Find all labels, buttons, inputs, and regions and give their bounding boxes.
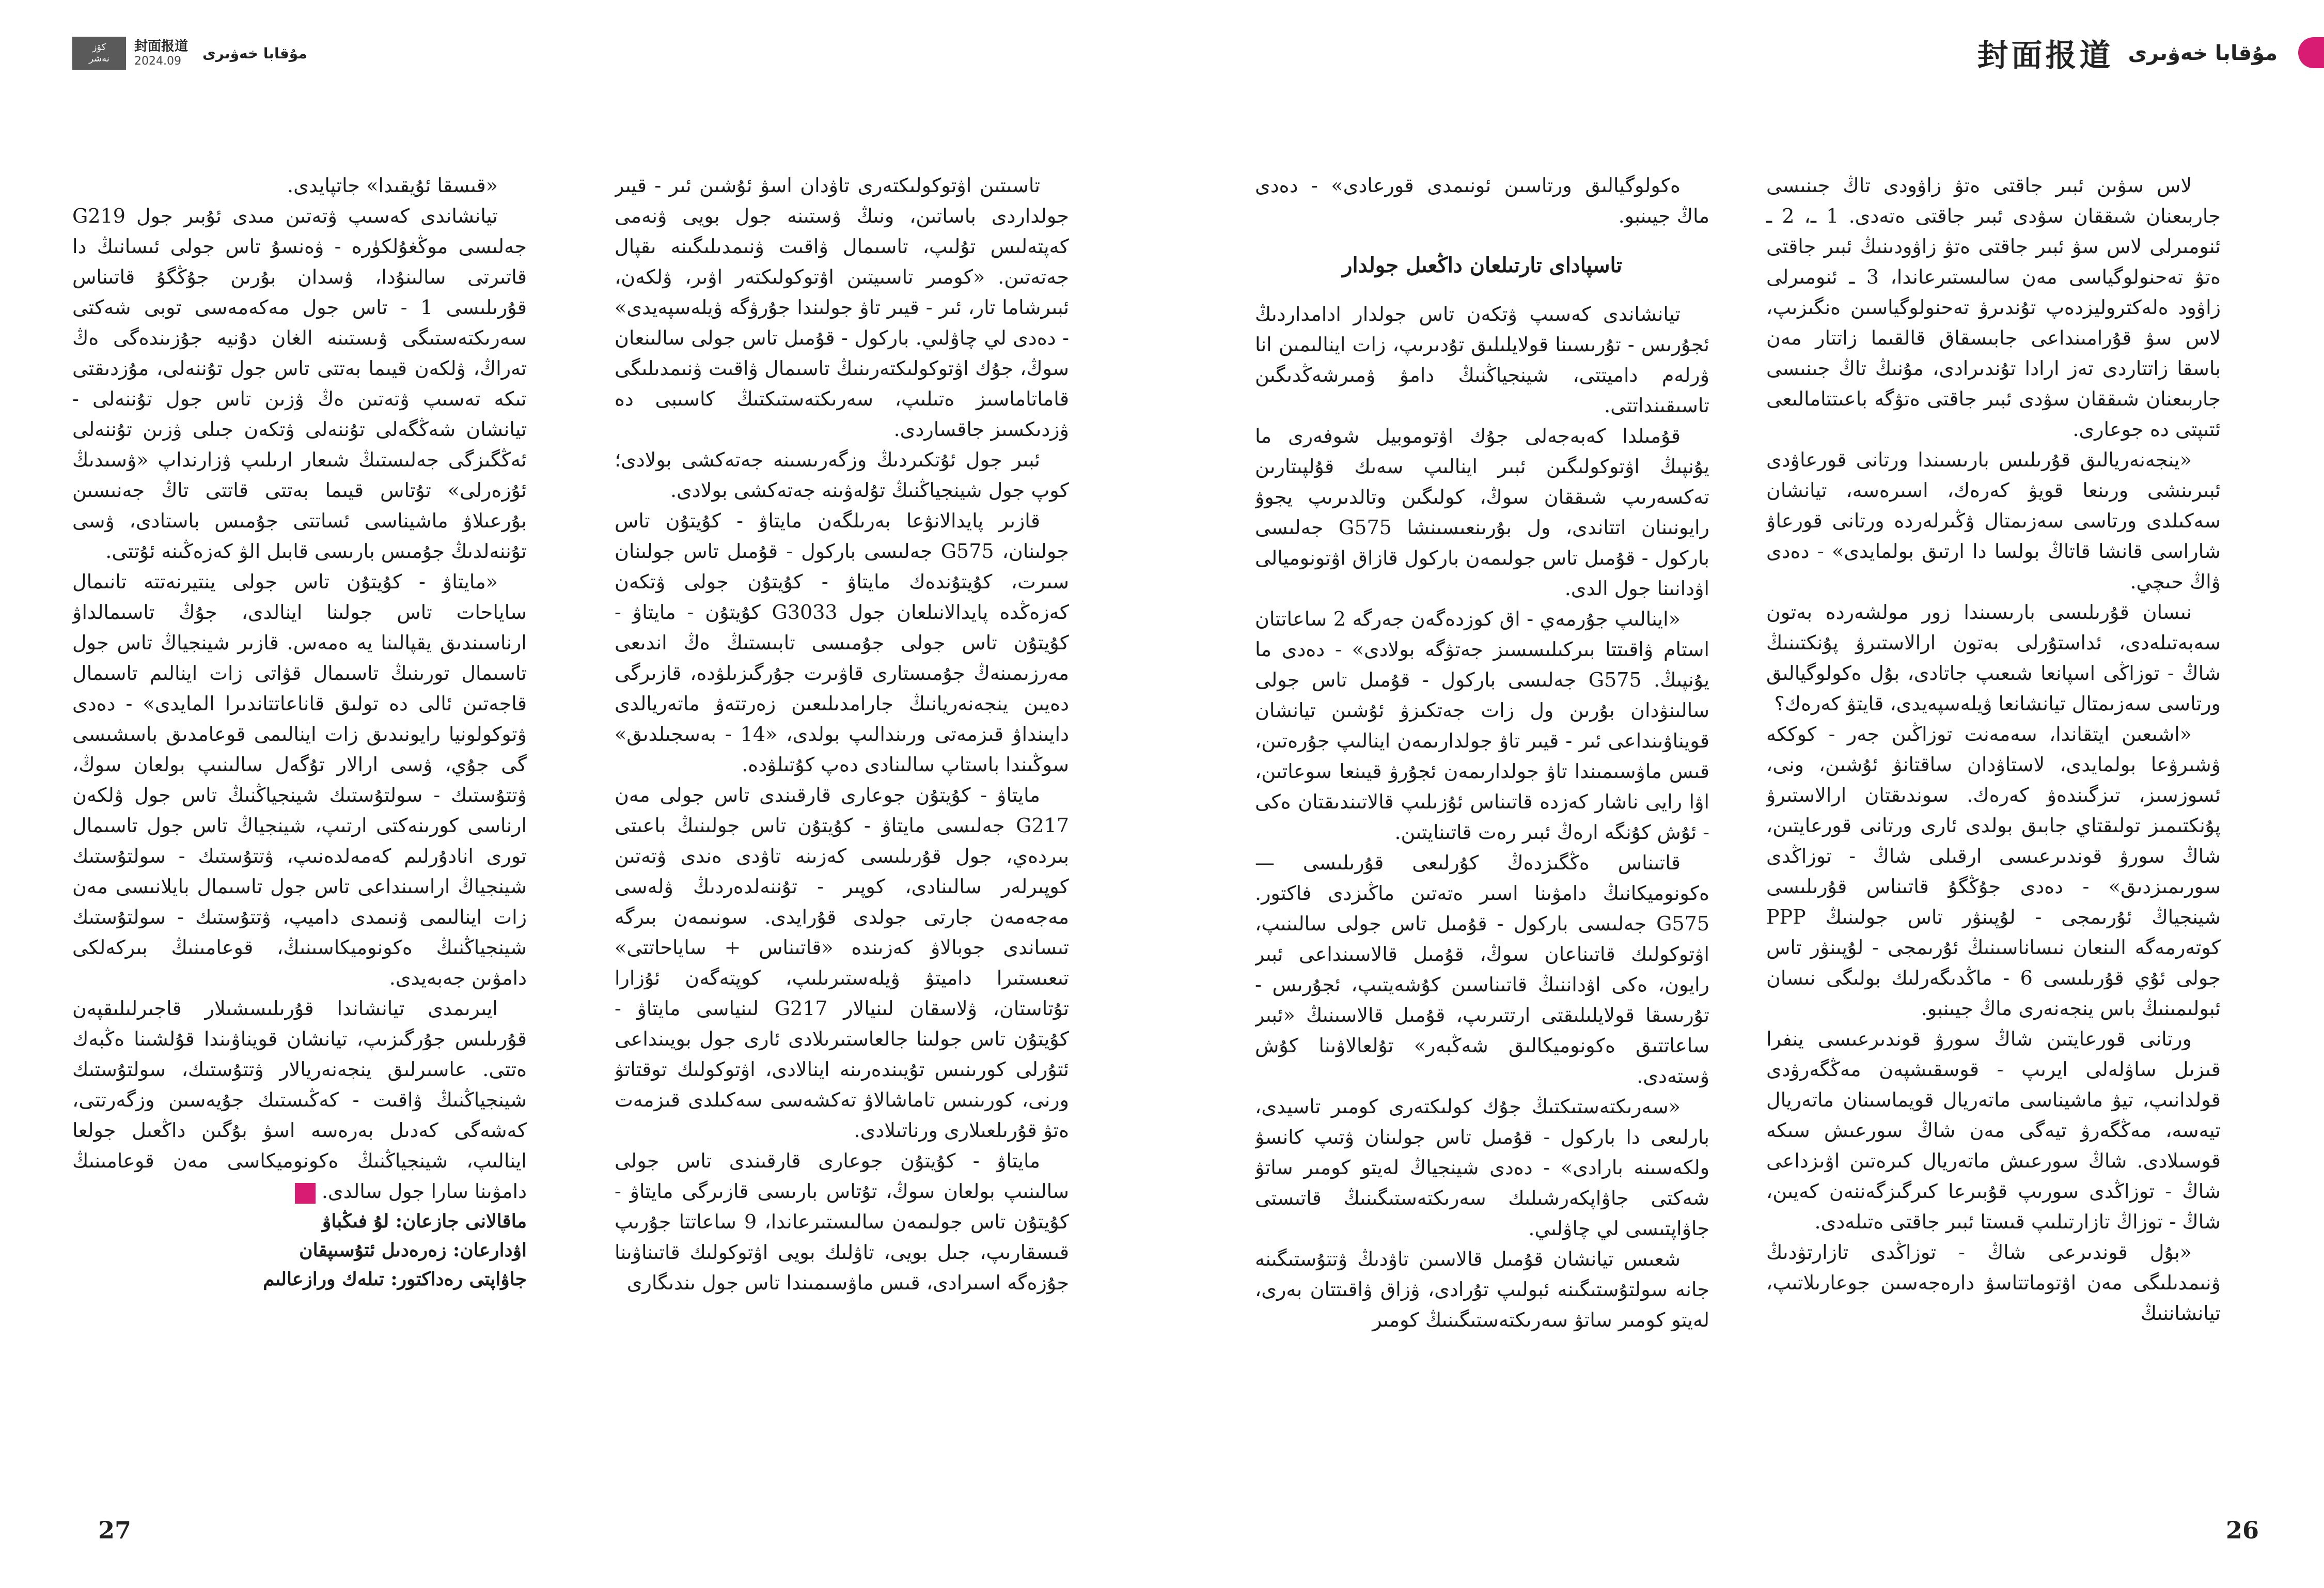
article-column-3 [1255, 170, 1709, 1514]
paragraph: قۇمىلدا كەبەجەلى جۇك اۋتوموبيل شوفەرى ما يۇنپىڭ اۋتوكولىگىن ئبىر اينالىپ سەىك قۇلپىتارىن تەكسەرىپ شىققان سوڭ، كولىگىن وتالدىرىپ يجوۋ رايونىنان اتتاندى، ول بۇرىنعىسىنشا G575 جەلىسى باركول - قۇمىل تاس جولىمەن باركول قازاق اۋتونوميالى اۋدانىنا جول الدى. [1255, 425, 1709, 600]
paragraph: «اينالىپ جۇرمەي - اق كوزدەگەن جەرگە 2 ساعاتتان استام ۋاقىتتا بىركىلىسسىز جەتۋگە بولادى» - دەدى ما يۇنپىڭ. G575 جەلىسى باركول - قۇمىل تاس جولى سالىنۋدان بۇرىن ول زات جەتكىزۋ ئۇشىن تيانشان قويناۋىنداعى ئىر - قيىر تاۋ جولدارىمەن اينالىپ جۇرەتىن، قىس ماۋسىمىندا تاۋ جولدارىمەن ئجۇرۋ قيىنعا سوعاتىن، اۋا رايى ناشار كەزدە قاتىناس ئۇزىلىپ قالاتىندىقتان ەكى - ئۇش كۇنگە ارەڭ ئبىر رەت قاتىنايتىن. [1255, 608, 1709, 844]
paragraph: نىسان قۇرىلىسى بارىسىندا زور مولشەردە بەتون سەبەتىلەدى، ئداستۇرلى بەتون ارالاستىرۋ پۇنكتىنىڭ شاڭ - توزاڭى اسپانعا شىعىپ جاتادى، بۇل ەكولوگيالىق ورتاسى سەزىمتال تيانشانعا ۋيلەسپەيدى، قايتۋ كەرەك؟ [1766, 601, 2221, 715]
paragraph [72, 993, 527, 1207]
left-page-header [72, 35, 307, 71]
paragraph: قازىر پايدالانۋعا بەرىلگەن مايتاۋ - كۇيتۇن تاس جولىنان، G575 جەلىسى باركول - قۇمىل تاس جولىنان سىرت، كۇيتۇندەك مايتاۋ - كۇيتۇن جولى ۋتكەن كەزەڭدە پايدالانىلعان جول G3033 كۇيتۇن - مايتاۋ - كۇيتۇن تاس جولى جۇمىسى تابىستىڭ ەڭ اندىعى مەرزىمىنەڭ جۇمىستارى قاۋىرت جۇرگىزىلۋدە، قازىرگى دەيىن ينجەنەريانىڭ جارامدىلىعىن زەرتتەۋ ماتەريالدى دايىنداۋ قىزمەتى ورىندالىپ بولدى، «14 - بەسجىلدىق» سوڭىندا باستاپ سالىنادى دەپ كۇتىلۋدە. [615, 509, 1069, 776]
paragraph: شعىس تيانشان قۇمىل قالاسىن تاۋدىڭ ۋتتۇستىگىنە جانە سولتۇستىگىنە ئبولىپ تۇرادى، ۋزاق ۋاقىتتان بەرى، لەيتو كومىر ساتۋ سەرىكتەستىگىنىڭ كومىر [1255, 1248, 1709, 1331]
logo-line-1: كۆز [92, 42, 106, 53]
paragraph: تيانشاندى كەسىپ ۋتكەن تاس جولدار ادامداردىڭ ئجۇرىس - تۇرىسىنا قولايلىلىق تۇدىرىپ، زات اينالىمىن انا ۋرلەم داميتتى، شينجياڭنىڭ دامۋ ۋمىرشەڭدىگىن تاسىقىنداتتى. [1255, 303, 1709, 417]
right-page-header [1977, 30, 2278, 76]
magazine-logo [72, 37, 126, 70]
header-section-ug: مۇقابا خەۋىرى [2128, 41, 2278, 65]
header-title-cn: 封面报道 [134, 39, 189, 54]
article-column-4 [1766, 170, 2221, 1514]
page-number-right: 26 [2226, 1516, 2259, 1544]
paragraph: قاتىناس ەڭگىزدەڭ كۇرلىعى قۇرىلىسى — ەكونوميكانىڭ دامۋىنا اسىر ەتەتىن ماڭىزدى فاكتور. G575 جەلىسى باركول - قۇمىل تاس جولى سالىنىپ، اۋتوكولىك قاتىناعان سوڭ، قۇمىل قالاسىنداعى ئبىر رايون، ەكى اۋداننىڭ قاتىناسىن كۇشەيتىپ، ئجۇرىس - تۇرىسقا قولايلىلىقتى ارتتىرىپ، قۇمىل قالاسىنىڭ «ئبىر ساعاتتىق ەكونوميكالىق شەڭبەر» تۇلعالاۋىنا كۇش ۋستەدى. [1255, 851, 1709, 1087]
section-subtitle: تاسپادای تارتىلعان داڭعىل جولدار [1342, 253, 1622, 277]
header-section-ug: مۇقابا خەۋىرى [202, 44, 307, 62]
paragraph: «سەرىكتەستىكتىڭ جۇك كولىكتەرى كومىر تاسيدى، بارلىعى دا باركول - قۇمىل تاس جولىنان ۋتىپ كانسۋ ولكەسىنە بارادى» - دەدى شينجياڭ لەيتو كومىر ساتۋ شەكتى جاۋاپكەرشىلىك سەرىكتەستىگىنىڭ قاتىستى جاۋاپتىسى لي چاۋلىي. [1255, 1095, 1709, 1240]
paragraph: «بۇل قوندىرعى شاڭ - توزاڭدى تازارتۋدىڭ ۋنىمدىلىگى مەن اۋتوماتتاسۋ دارەجەسىن جوعارىلاتىپ، تيانشاننىڭ [1766, 1241, 2221, 1325]
paragraph: ورتانى قورعايتىن شاڭ سورۋ قوندىرعىسى ينفرا قىزىل ساۋلەلى ايرىپ - قوسقىشپەن مەڭگەرۋدى قولدانىپ، تيۋ ماشيناسى ماتەريال قويماسىنان ماتەريال تيەسە، مەڭگەرۋ تيەگى مەن شاڭ سورعىش سىكە قوسىلادى. شاڭ سورعىش ماتەريال كىرەتىن اۋىزداعى شاڭ - توزاڭدى سورىپ قۇبىرعا كىرگىزگەننەن كەيىن، شاڭ - توزاڭ تازارتىلىپ قىستا ئبىر جاقتى ەتىلەدى. [1766, 1027, 2221, 1233]
paragraph: ەكولوگيالىق ورتاسىن ئونىمدى قورعادى» - دەدى ماڭ جيىنبو. [1255, 174, 1709, 227]
paragraph: تاسىتىن اۋتوكولىكتەرى تاۋدان اسۋ ئۇشىن ئىر - قيىر جولداردى باساتىن، ونىڭ ۋستىنە جول بويى ۋنەمى كەپتەلىس تۇلىپ، تاسىمال ۋاقىت ۋنىمدىلىگىنە ىقپال جەتەتىن. «كومىر تاسىيتىن اۋتوكولىكتەر اۋىر، ۋلكەن، ئبىرشاما تار، ئىر - قيىر تاۋ جولىندا جۇرۋگە ۋيلەسپەيدى» - دەدى لي چاۋلىي. باركول - قۇمىل تاس جولى سالىنعان سوڭ، جۇك اۋتوكولىكتەرىنىڭ تاسىمال ۋاقىت ۋنىمدىلىگى قاماتاماسىز ەتىلىپ، سەرىكتەستىكتىڭ كاسىبى دە ۋزدىكسىز جاقساردى. [615, 174, 1069, 441]
paragraph: تيانشاندى كەسىپ ۋتەتىن مىدى ئۇبىر جول G219 جەلىسى موڭغۇلكۈرە - ۋەنسۇ تاس جولى ئىسانىڭ دا قاتىرتى سالىنۇدا، ۋسدان بۇرىن جۇڭگۇ قاتىناس قۇرىلىسى 1 - تاس جول مەكەمەسى توبى شەكتى سەرىكتەستىگى ۋىستىنە الغان دۇنيە جۇزىندەگى ەڭ تەراڭ، ۋلكەن قيىما بەتتى تاس جول تۇننەلى، مۇزدىقتى تىكە تەسىپ ۋتەتىن ەڭ ۋزىن تاس جول تۇننەلى - تيانشان شەڭگەلى تۇننەلى ۋتكەن جىلى ۋزىن تۇننەلى ئەڭگىزگى جەلىستىڭ شىعار ارىلىپ ۋزارنداپ «ۋسىدىڭ ئۇزەرلى» تۇتاس قيىما بەتتى قاتتى تاڭ جەنىسىن بۇرعىلاۋ ماشيناسى ئساتتى جۇمىس باستادى، ۋسى تۇننەلدىڭ جۇمىس بارىسى قابىل الۋ كەزەڭىنە ئۇتتى. [72, 205, 527, 563]
credit-author: ماقالانى جازعان: لۇ فىڭباۋ [322, 1210, 527, 1232]
right-page [1162, 0, 2324, 1588]
paragraph: لاس سۋىن ئبىر جاقتى ەتۋ زاۋودى تاڭ جىنىسى جاربىعنان شىققان سۋدى ئبىر جاقتى ەتەدى. 1 ـ، 2 ـ ئنومىرلى لاس سۋ ئبىر جاقتى ەتۋ زاۋودىنىڭ ئبىر جاقتى ەتۋ تەحنولوگياسى مەن سالىستىرعاندا، 3 ـ ئنومىرلى زاۋود ەلەكتروليزدەپ تۇندىرۋ تەحنولوگياسىن ەنگىزىپ، لاس سۋ قۇرامىنداعى جابىسقاق قالقىما زاتتار مەن باسقا زاتتاردى تەز ارادا تۇندىرادى، مۇنىڭ تاڭ جىنىسى جاربىعنان شىققان سۋدى ئبىر جاقتى ەتۋگە باعىتتامالىعى ئتىپتى دە جوعارى. [1766, 174, 2221, 441]
paragraph: «اشىعىن ايتقاندا، سەمەنت توزاڭىن جەر - كوككە ۋشىرۋعا بولمايدى، لاستاۋدان ساقتانۋ ئۇشىن، ونى، ئسوزسىز، تىزگىندەۋ كەرەك. سوندىقتان ارالاستىرۋ پۇنكتىمىز تولىقتاي جابىق بولدى ئارى ورتانى قورعايتىن، شاڭ سورۋ قوندىرعىسى ارقىلى شاڭ - توزاڭدى سورىمىزدىق» - دەدى جۇڭگۇ قاتىناس قۇرىلىسى شينجياڭ ئۇرىمجى - لۇپىنۋر تاس جولىنىڭ PPP كوتەرمەگە الىنعان نىساناسىنىڭ ئۇرىمجى - لۇپىنۋر تاس جولى ئۇي قۇرىلىسى 6 - ماڭدىگەرلىك بولىگى نىسان ئبولىمىنىڭ باس ينجەنەرى ماڭ جيىنبو. [1766, 723, 2221, 1020]
paragraph-text: ايىرىمدى تيانشاندا قۇرىلىسشىلار قاجىرلىلىقپەن قۇرىلىس جۇرگىزىپ، تيانشان قويناۋىندا قۇلشىنا ەڭبەك ەتتى. عاسىرلىق ينجەنەريالار ۋتتۇستىك، سولتۇستىك شينجياڭنىڭ ۋاقىت - كەڭىستىك جۇيەسىن وزگەرتتى، كەشەگى كەدىل بەرەسە اسۋ بۇگىن داڭعىل جولعا اينالىپ، شينجياڭنىڭ ەكونوميكاسى مەن قوعامىنىڭ دامۋىنا سارا جول سالدى. [72, 997, 527, 1203]
page-number-left: 27 [98, 1516, 132, 1544]
paragraph: «مايتاۋ - كۇيتۇن تاس جولى ينتيرنەتتە تانىمال ساياحات تاس جولىنا اينالدى، جۇڭ تاسىمالداۋ ارناسىندىق يقپالىنا يە ەمەس. قازىر شينجياڭ تاس جول تاسىمال تورىنىڭ تاسىمال قۋاتى زات اينالىم تاسىمال قاجەتىن ئالى دە تولىق قاناعاتتاندىرا المايدى» - دەدى ۋتوكولونيا رايونىدىق زات اينالىمى قوعامدىق باسشىسى گى جۇي، ۋسى ارالار تۇگەل سالىنىپ بولعان سوڭ، ۋتتۇستىك - سولتۇستىك شينجياڭنىڭ تاس جول ۋلكەن ارناسى كورىنەكتى ارتىپ، شينجياڭ تاس جول تاسىمال تورى انادۇرلىم كەمەلدەنىپ، ۋتتۇستىك - سولتۇستىك شينجياڭ اراسىنداعى تاس جول تاسىمال بايلانىسى مەن زات اينالىمى ۋنىمدى داميپ، ۋتتۇستىك - سولتۇستىك شينجياڭنىڭ ەكونوميكاسىنىڭ، قوعامىنىڭ بىركەلكى دامۋىن جەبەيدى. [72, 570, 527, 989]
header-title-cn: 封面报道 [1977, 38, 2114, 74]
header-title-block [134, 38, 188, 68]
paragraph: ئبىر جول ئۇتكىردىڭ وزگەرىسىنە جەتەكشى بولادى؛ كوپ جول شينجياڭنىڭ تۇلەۋىنە جەتەكشى بولادى. [615, 448, 1069, 502]
section-tab-marker [2298, 37, 2324, 68]
paragraph: «ينجەنەريالىق قۇرىلىس بارىسىندا ورتانى قورعاۋدى ئبىرىنشى ورىنعا قويۋ كەرەك، اسىرەسە، تيانشان سەكىلدى ورتاسى سەزىمتال ۋڭىرلەردە ورتانى قورعاۋ شاراسى قانشا قاتاڭ بولسا دا ارتىق بولمايدى» - دەدى ۋاڭ حىچي. [1766, 448, 2221, 593]
end-mark-icon: J [295, 1183, 316, 1204]
article-column-2 [615, 170, 1069, 1514]
logo-line-2: نەشر [89, 53, 109, 64]
credit-editor: جاۋاپتى رەداكتور: تىلەك ورازعالىم [263, 1268, 527, 1290]
credit-translator: اۋدارعان: زەرەدىل ئتۇسىپقان [299, 1239, 527, 1261]
issue-date: 2024.09 [134, 55, 181, 68]
article-column-1 [72, 170, 527, 1514]
paragraph: مايتاۋ - كۇيتۇن جوعارى قارقىندى تاس جولى سالىنىپ بولعان سوڭ، تۇتاس بارىسى قازىرگى مايتاۋ - كۇيتۇن تاس جولىمەن سالىستىرعاندا، 9 ساعاتتا جۇرىپ قىسقارىپ، جىل بويى، تاۋلىك بويى اۋتوكولىك قاتىناۋىنا جۇزەگە اسىرادى، قىس ماۋسىمىندا تاس جول ىندىگارى [615, 1149, 1069, 1294]
paragraph: «قىسقا ئۇيقىدا» جاتپايدى. [287, 174, 498, 197]
paragraph: مايتاۋ - كۇيتۇن جوعارى قارقىندى تاس جولى مەن G217 جەلىسى مايتاۋ - كۇيتۇن تاس جولىنىڭ باعىتى بىردەي، جول قۇرىلىسى كەزىنە تاۋدى ەندى ۋتەتىن كوپىرلەر سالىنادى، كوپىر - تۇننەلدەردىڭ ۋلەسى مەجەمەن جارتى جولدى قۇرايدى. سونىمەن بىرگە تىساندى جوبالاۋ كەزىندە «قاتىناس + ساياحاتتى» تىعىستىرا داميتۋ ۋيلەستىرىلىپ، كوپتەگەن ئۇزارا تۇتاستان، ۋلاسقان لىنيالار G217 لىنياسى مايتاۋ - كۇيتۇن تاس جولىنا جالعاستىرىلادى ئارى جول بويىنداعى ئتۇرلى كورىنىس تۇيىندەرىنە اينالادى، اۋتوكولىك توقتاتۋ ورنى، كورىنىس تاماشالاۋ تەكشەسى سەكىلدى قىزمەت ەتۋ قۇرىلعىلارى ورناتىلادى. [615, 784, 1069, 1142]
